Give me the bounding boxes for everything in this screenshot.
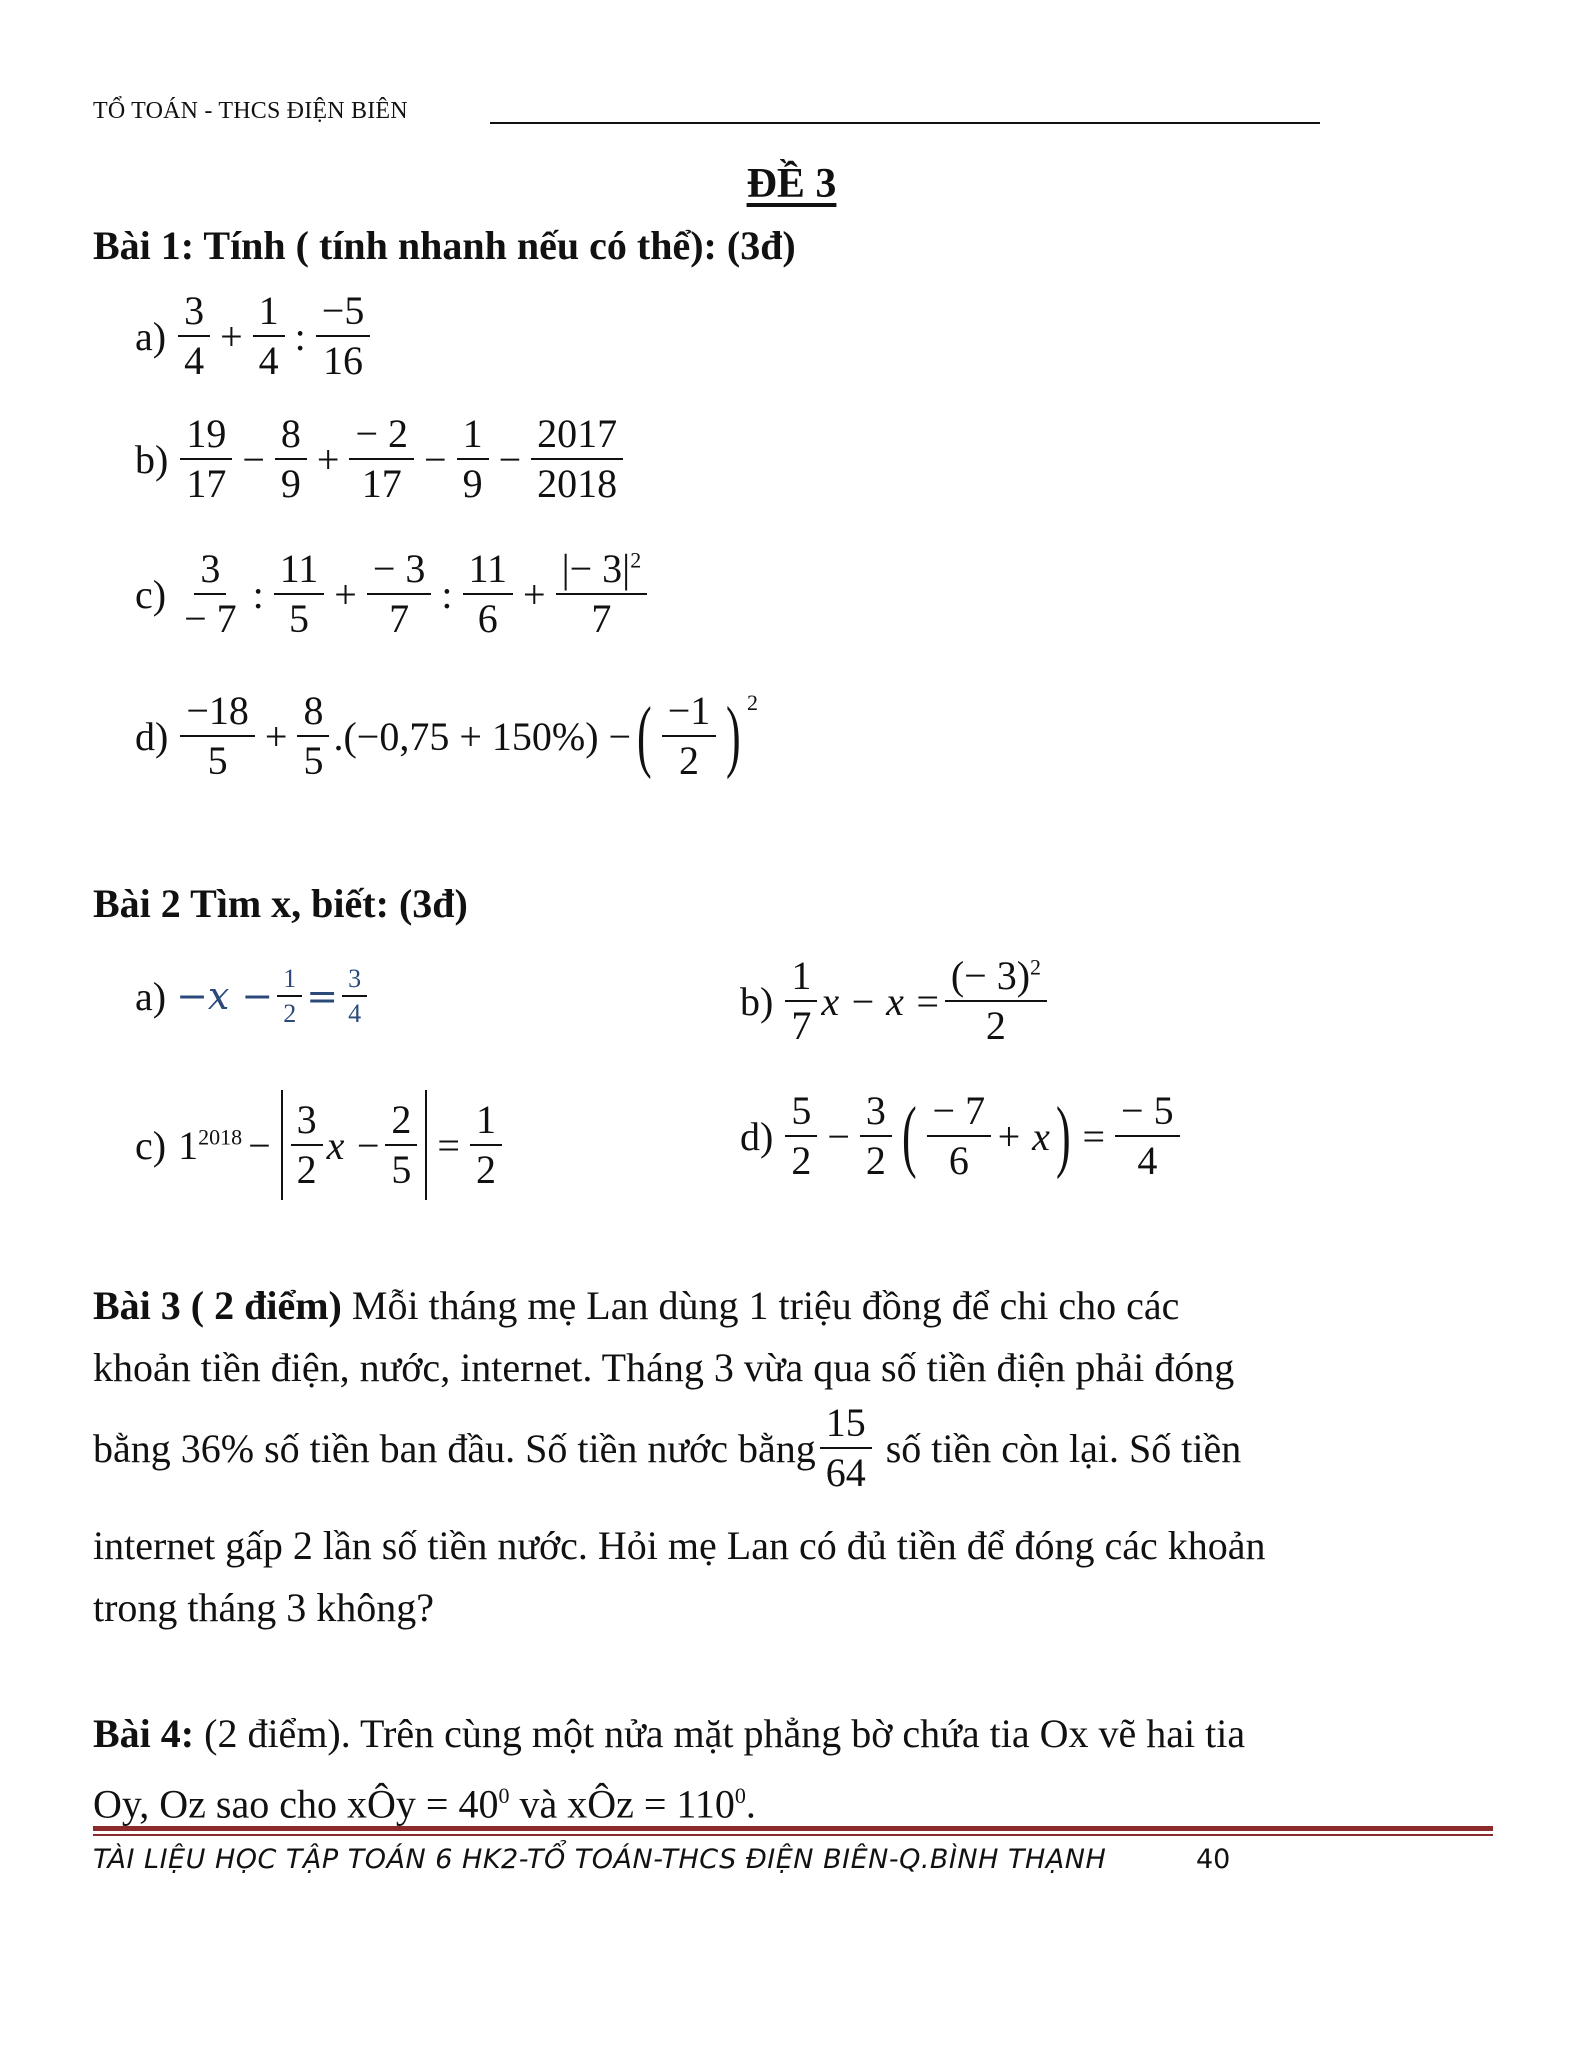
bai2-d: d) $\frac{5}{2}$ − $\frac{3}{2}$ ( $\frac{- 7}{6}$ + x ) = $\frac{- 5}{4}$ — [740, 1090, 1184, 1182]
bai2-heading: Bài 2 Tìm x, biết: (3đ) — [93, 881, 468, 926]
bai1-c: c) $\frac{3}{- 7}$ : $\frac{11}{5}$ + $\frac{- 3}{7}$ : $\frac{11}{6}$ + $\frac{|- 3|^2}{7}$ — [135, 548, 651, 640]
bai2-a: a) −x − $\frac{1}{2}$ = $\frac{3}{4}$ — [135, 965, 371, 1028]
bai3-line5: trong tháng 3 không? — [93, 1585, 435, 1630]
footer-rule-thin — [93, 1834, 1493, 1836]
header-rule — [490, 122, 1320, 124]
bai1-d: d) $\frac{-18}{5}$ + $\frac{8}{5}$ .(−0,75 + 150%) − ( $\frac{-1}{2}$ ) $^2$ — [135, 688, 758, 783]
bai1-a: a) $\frac{3}{4}$ + $\frac{1}{4}$ : $\frac{-5}{16}$ — [135, 290, 374, 382]
page-header: TỔ TOÁN - THCS ĐIỆN BIÊN — [93, 98, 408, 124]
bai3-line3: bằng 36% số tiền ban đầu. Số tiền nước bằng $\frac{15}{64}$ số tiền còn lại. Số tiền — [93, 1400, 1242, 1495]
page-number: 40 — [1196, 1844, 1231, 1875]
bai2-c: c) $1^{2018}$ − $\frac{3}{2}$ x − $\frac{2}{5}$ = $\frac{1}{2}$ — [135, 1090, 506, 1200]
bai4-line2: Oy, Oz sao cho xÔy = $40^0$ và xÔz = $110^0$. — [93, 1781, 756, 1827]
footer-text: TÀI LIỆU HỌC TẬP TOÁN 6 HK2-TỔ TOÁN-THCS ĐIỆN BIÊN-Q.BÌNH THẠNH — [93, 1844, 1107, 1875]
bai3-line2: khoản tiền điện, nước, internet. Tháng 3 vừa qua số tiền điện phải đóng — [93, 1345, 1235, 1390]
bai3-line4: internet gấp 2 lần số tiền nước. Hỏi mẹ Lan có đủ tiền để đóng các khoản — [93, 1523, 1266, 1568]
bai1-heading: Bài 1: Tính ( tính nhanh nếu có thể): (3đ) — [93, 223, 796, 268]
bai3-line1: Bài 3 ( 2 điểm) Mỗi tháng mẹ Lan dùng 1 triệu đồng để chi cho các — [93, 1283, 1180, 1328]
bai2-b: b) $\frac{1}{7}$ x − x = $\frac{(- 3)^2}{2}$ — [740, 955, 1051, 1047]
bai1-b: b) $\frac{19}{17}$ − $\frac{8}{9}$ + $\frac{- 2}{17}$ − $\frac{1}{9}$ − $\frac{2017}{2018}$ — [135, 413, 627, 505]
footer-rule-thick — [93, 1826, 1493, 1831]
bai4-line1: Bài 4: (2 điểm). Trên cùng một nửa mặt phẳng bờ chứa tia Ox vẽ hai tia — [93, 1711, 1246, 1756]
exam-title: ĐỀ 3 — [746, 161, 837, 207]
